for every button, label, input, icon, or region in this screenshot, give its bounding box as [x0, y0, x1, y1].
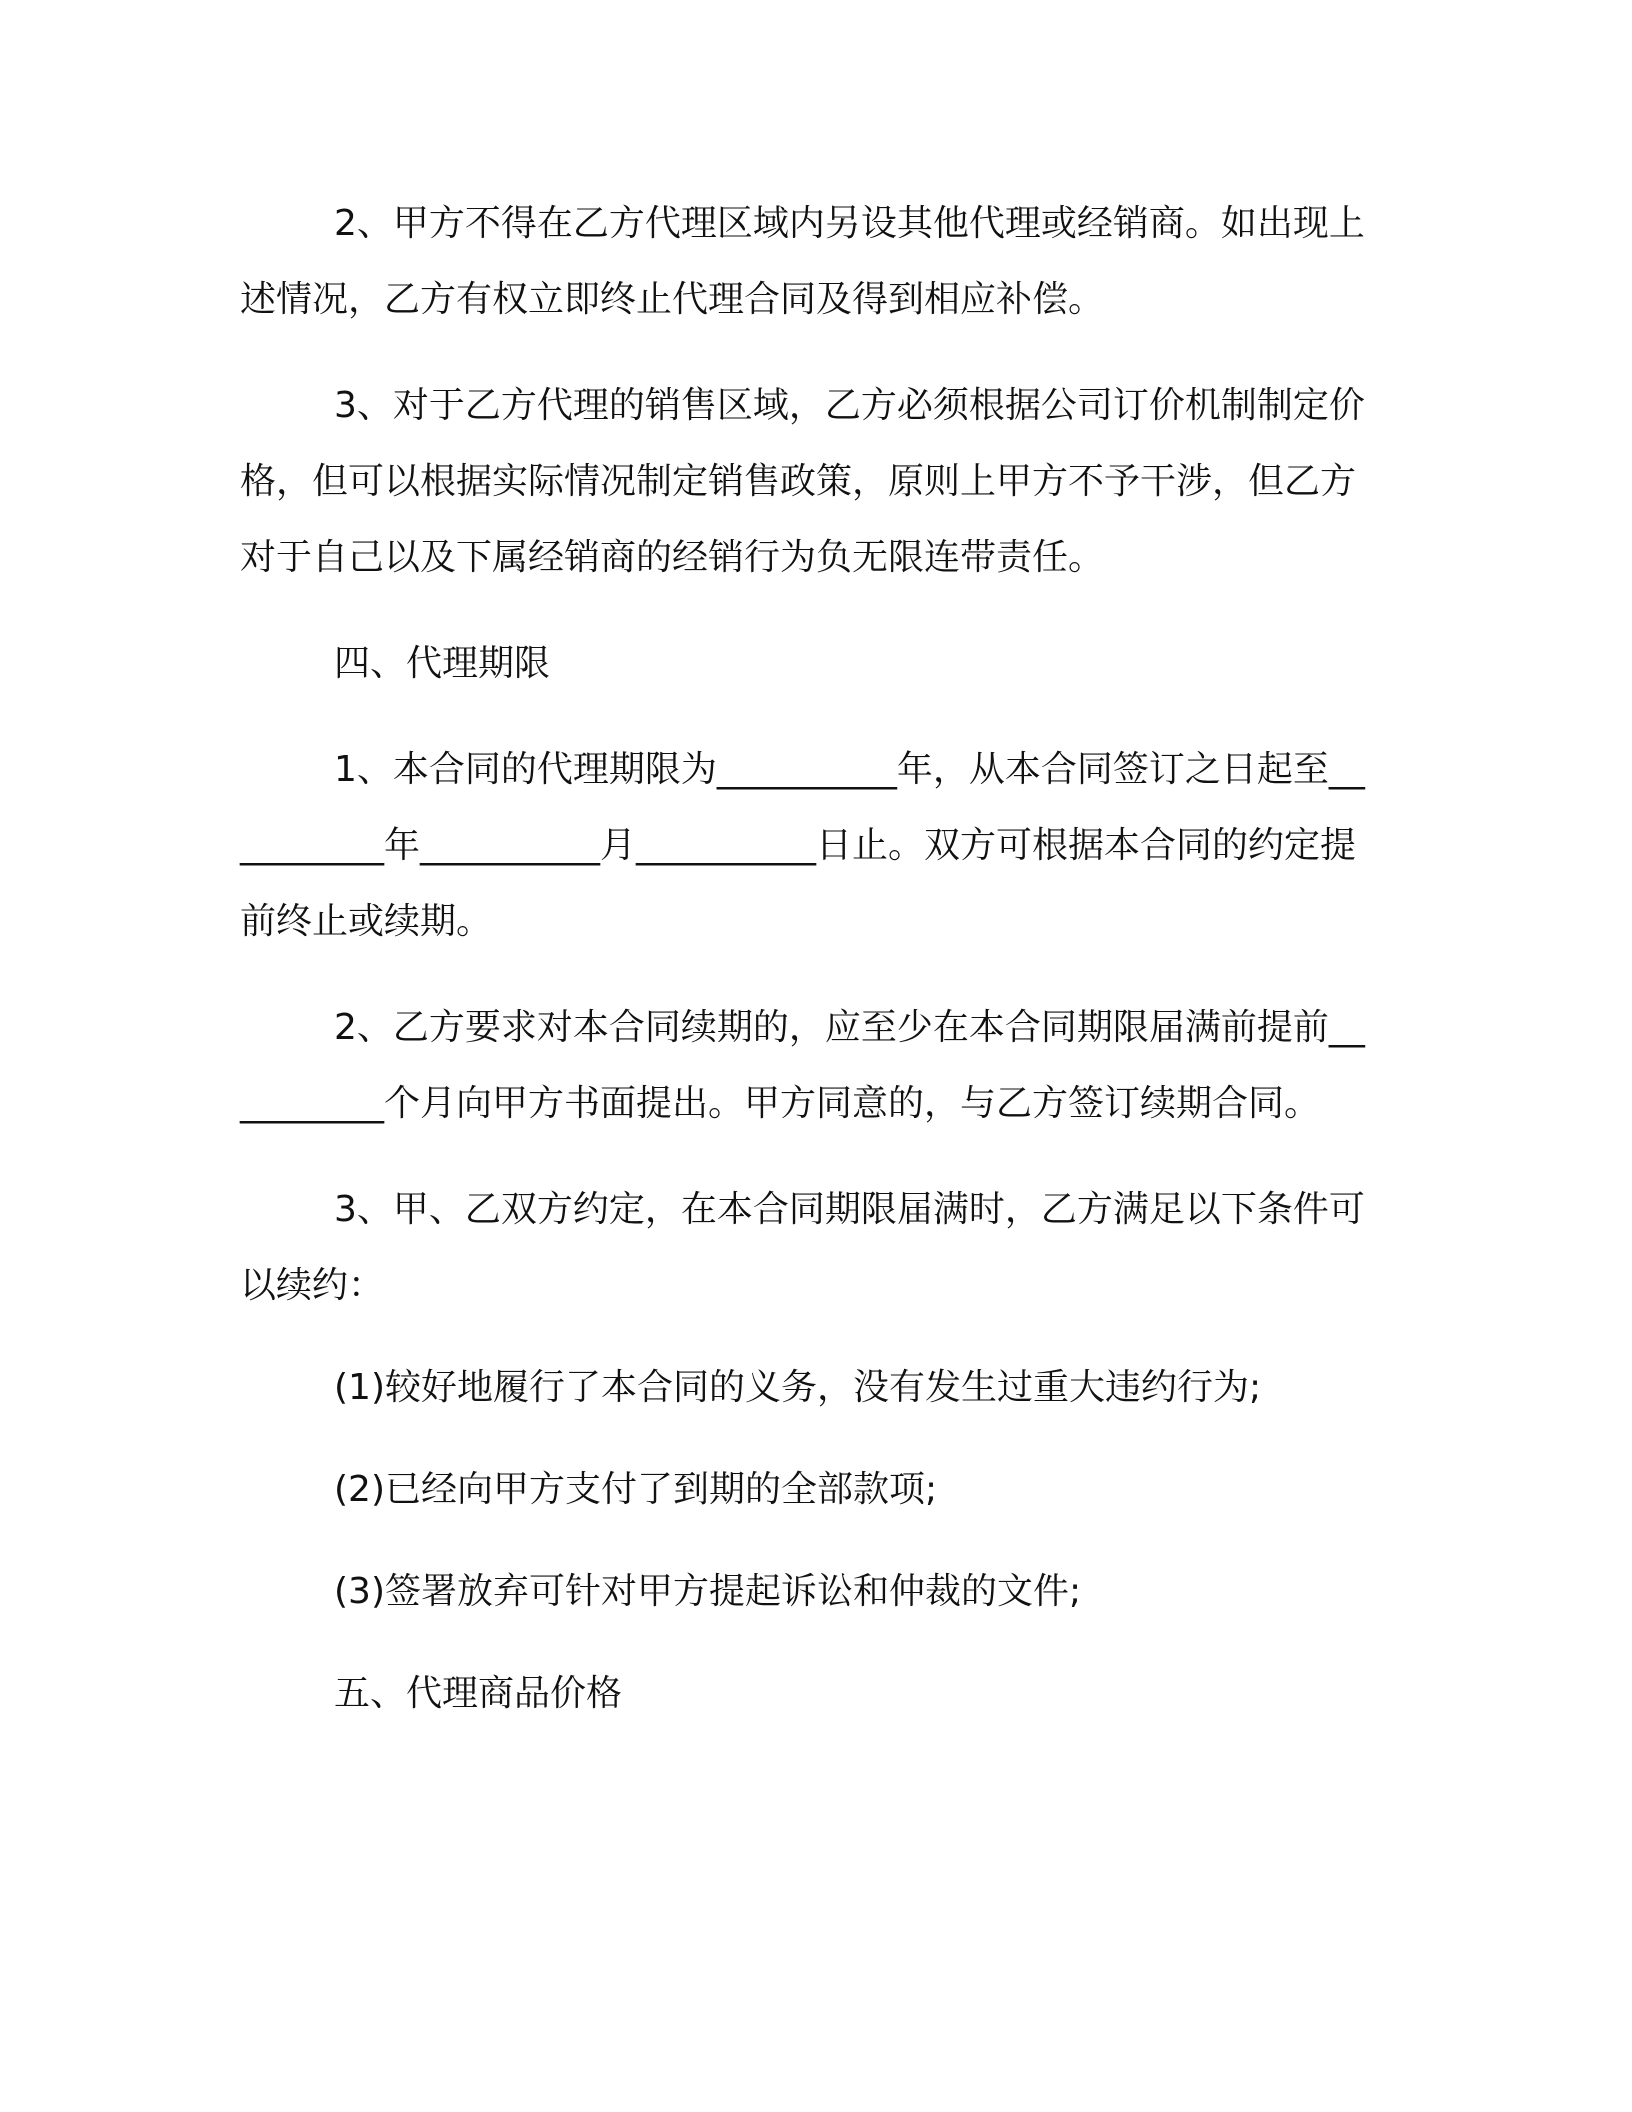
section-5-heading: 五、代理商品价格 — [334, 1673, 623, 1714]
clause-3-pricing: 3、对于乙方代理的销售区域，乙方必须根据公司订价机制制定价格，但可以根据实际情况制定销售政策，原则上甲方不予干涉，但乙方对于自己以及下属经销商的经销行为负无限连带责任。 — [240, 385, 1365, 578]
clause-2-exclusive-area: 2、甲方不得在乙方代理区域内另设其他代理或经销商。如出现上述情况，乙方有权立即终止代理合同及得到相应补偿。 — [240, 203, 1365, 320]
paragraph-gap — [240, 338, 1376, 368]
condition-1: (1)较好地履行了本合同的义务，没有发生过重大违约行为; — [334, 1367, 1262, 1408]
clause-4-2-renewal: 2、乙方要求对本合同续期的，应至少在本合同期限届满前提前__________个月向甲方书面提出。甲方同意的，与乙方签订续期合同。 — [240, 1007, 1365, 1124]
paragraph-gap — [240, 1528, 1376, 1554]
condition-3: (3)签署放弃可针对甲方提起诉讼和仲裁的文件; — [334, 1571, 1082, 1612]
clause-4-1-term: 1、本合同的代理期限为__________年，从本合同签订之日起至__________年__________月__________日止。双方可根据本合同的约定提前终止或续期。 — [240, 749, 1365, 942]
paragraph-gap — [240, 1630, 1376, 1656]
document-body — [240, 186, 1376, 1732]
paragraph-gap — [240, 702, 1376, 732]
condition-2: (2)已经向甲方支付了到期的全部款项; — [334, 1469, 938, 1510]
paragraph-gap — [240, 960, 1376, 990]
paragraph-gap — [240, 1426, 1376, 1452]
paragraph-gap — [240, 1324, 1376, 1350]
section-4-heading: 四、代理期限 — [334, 643, 551, 684]
paragraph-gap — [240, 1142, 1376, 1172]
clause-4-3-conditions: 3、甲、乙双方约定，在本合同期限届满时，乙方满足以下条件可以续约： — [240, 1189, 1365, 1306]
paragraph-gap — [240, 596, 1376, 626]
